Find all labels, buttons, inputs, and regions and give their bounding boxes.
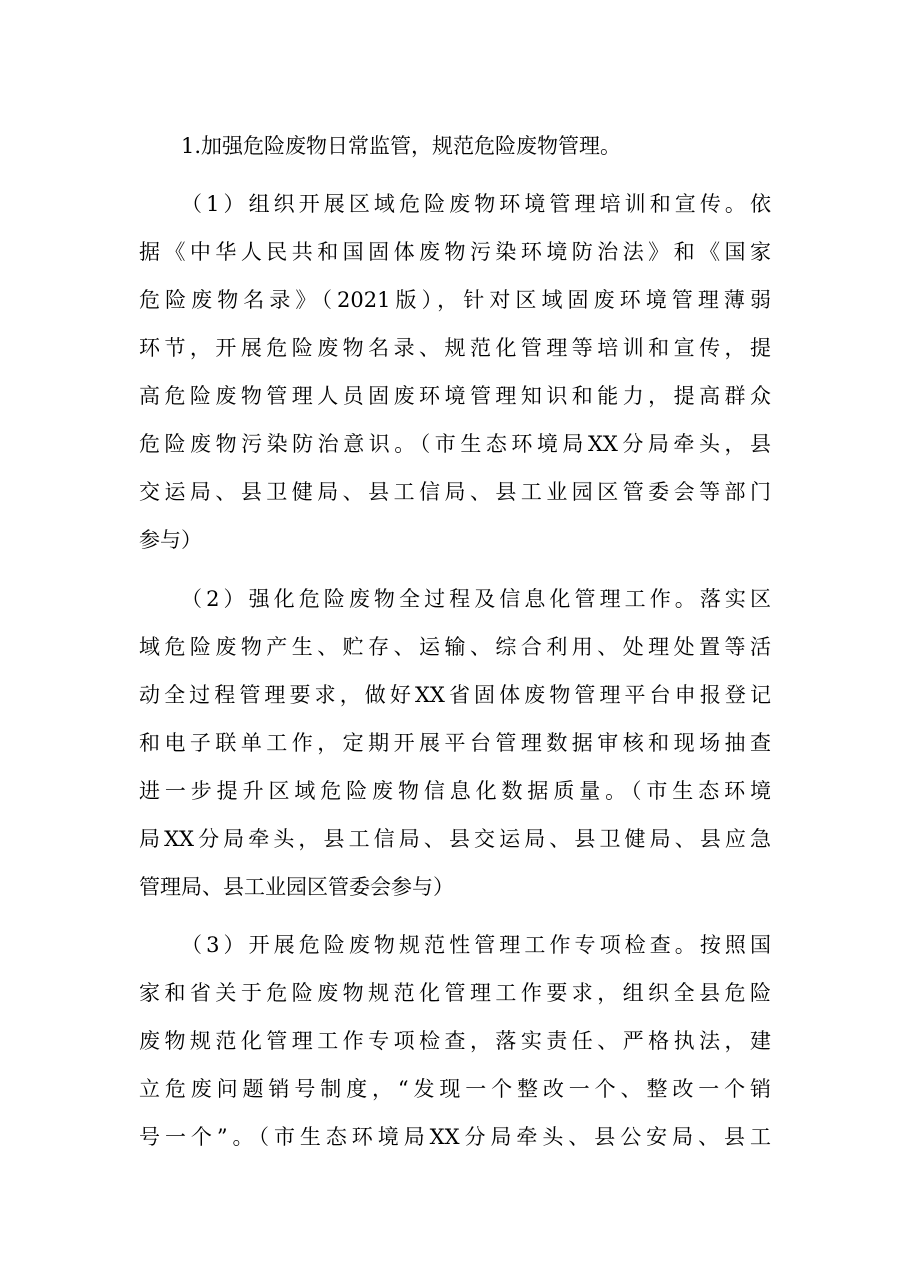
paragraph-line: 交运局、县卫健局、县工信局、县工业园区管委会等部门 (139, 480, 771, 504)
paragraph-line: 环节，开展危险废物名录、规范化管理等培训和宣传，提 (139, 336, 771, 360)
paragraph-line: 据《中华人民共和国固体废物污染环境防治法》和《国家 (139, 240, 771, 264)
paragraph-line: 局XX分局牵头，县工信局、县交运局、县卫健局、县应急 (139, 827, 771, 851)
paragraph-line: （1）组织开展区域危险废物环境管理培训和宣传。依 (181, 192, 771, 216)
paragraph-line: 域危险废物产生、贮存、运输、综合利用、处理处置等活 (139, 635, 771, 659)
section-heading: 1.加强危险废物日常监管，规范危险废物管理。 (181, 134, 622, 158)
paragraph-line: 家和省关于危险废物规范化管理工作要求，组织全县危险 (139, 981, 771, 1005)
paragraph-line: 动全过程管理要求，做好XX省固体废物管理平台申报登记 (139, 683, 771, 707)
paragraph-line: 管理局、县工业园区管委会参与） (139, 875, 454, 899)
paragraph-line: 废物规范化管理工作专项检查，落实责任、严格执法，建 (139, 1029, 771, 1053)
paragraph-line: 和电子联单工作，定期开展平台管理数据审核和现场抽查 (139, 731, 771, 755)
paragraph-line: 参与） (139, 528, 202, 552)
paragraph-line: （2）强化危险废物全过程及信息化管理工作。落实区 (181, 587, 771, 611)
paragraph-line: 进一步提升区域危险废物信息化数据质量。（市生态环境 (139, 779, 771, 803)
paragraph-line: 号一个”。（市生态环境局XX分局牵头、县公安局、县工 (139, 1125, 771, 1149)
paragraph-line: 高危险废物管理人员固废环境管理知识和能力，提高群众 (139, 384, 771, 408)
paragraph-line: 危险废物污染防治意识。（市生态环境局XX分局牵头，县 (139, 432, 771, 456)
paragraph-line: 立危废问题销号制度，“发现一个整改一个、整改一个销 (139, 1077, 771, 1101)
paragraph-line: 危险废物名录》（2021版），针对区域固废环境管理薄弱 (139, 288, 771, 312)
paragraph-line: （3）开展危险废物规范性管理工作专项检查。按照国 (181, 933, 771, 957)
